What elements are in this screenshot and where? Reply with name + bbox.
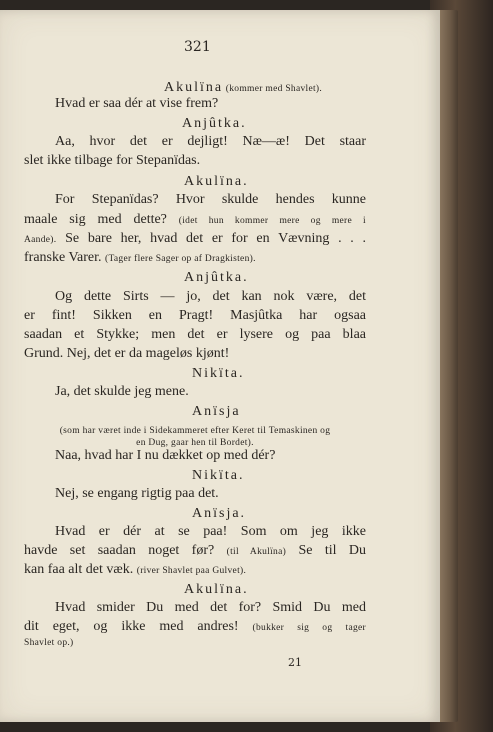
text-line <box>24 632 74 653</box>
book-page <box>0 10 440 722</box>
text-line <box>55 94 218 113</box>
dialogue-text: er fint! Sikken en Pragt! Masjûtka har ogsaa <box>24 308 366 323</box>
speaker-name: Anïsja <box>192 404 241 419</box>
dialogue-text: dit eget, og ikke med andres! <box>24 619 253 634</box>
speaker-name: Anjûtka. <box>182 116 247 131</box>
text-line <box>24 617 366 638</box>
text-line <box>192 402 241 421</box>
printer-signature: 21 <box>288 656 302 669</box>
text-line <box>24 210 366 231</box>
page-number: 321 <box>184 39 211 55</box>
dialogue-text: Og dette Sirts — jo, det kan nok være, det <box>55 289 366 304</box>
speaker-name: Nikïta. <box>192 366 245 381</box>
dialogue-text: havde set saadan noget før? <box>24 543 227 558</box>
text-line <box>192 466 245 485</box>
stage-direction: (kommer med Shavlet). <box>223 84 323 94</box>
dialogue-text: Se til Du <box>286 543 367 558</box>
text-line <box>55 522 366 541</box>
dialogue-text: Nej, se engang rigtig paa det. <box>55 486 219 501</box>
dialogue-text: Ja, det skulde jeg mene. <box>55 384 189 399</box>
text-line <box>55 132 366 151</box>
dialogue-text: Hvad er dér at se paa! Som om jeg ikke <box>55 524 366 539</box>
text-line <box>24 344 229 363</box>
book-spine-edge <box>438 10 458 722</box>
dialogue-text: Aa, hvor det er dejligt! Næ—æ! Det staar <box>55 134 366 149</box>
stage-direction: (som har været inde i Sidekammeret efter Keret til Temaskinen og <box>59 426 331 436</box>
text-line <box>24 229 366 250</box>
speaker-name: Anjûtka. <box>184 270 249 285</box>
stage-direction: Aande). <box>24 235 57 245</box>
dialogue-text: For Stepanïdas? Hvor skulde hendes kunne <box>55 192 366 207</box>
text-line <box>24 151 200 170</box>
dialogue-text: saadan et Stykke; men det er lysere og paa blaa <box>24 327 366 342</box>
stage-direction: (Tager flere Sager op af Dragkisten). <box>105 254 256 264</box>
text-line <box>24 541 366 562</box>
text-line <box>55 190 366 209</box>
text-line <box>55 598 366 617</box>
dialogue-text: maale sig med dette? <box>24 212 179 227</box>
stage-direction: (idet hun kommer mere og mere i <box>178 216 366 226</box>
text-line <box>24 306 366 325</box>
text-line <box>192 364 245 383</box>
dialogue-text: kan faa alt det væk. <box>24 562 137 577</box>
text-line <box>55 382 189 401</box>
text-line <box>192 504 246 523</box>
text-line <box>184 172 249 191</box>
dialogue-text: franske Varer. <box>24 250 105 265</box>
stage-direction: en Dug, gaar hen til Bordet). <box>136 438 254 448</box>
text-line <box>55 446 275 465</box>
text-line <box>184 580 249 599</box>
text-line <box>55 484 219 503</box>
speaker-name: Akulïna. <box>184 174 249 189</box>
stage-direction: (til Akulïna) <box>226 547 287 557</box>
speaker-name: Nikïta. <box>192 468 245 483</box>
dialogue-text: slet ikke tilbage for Stepanïdas. <box>24 153 201 168</box>
dialogue-text: Se bare her, hvad det er for en Vævning . . . <box>56 231 366 246</box>
dialogue-text: Naa, hvad har I nu dækket op med dér? <box>55 448 276 463</box>
text-line <box>184 268 249 287</box>
text-line <box>182 114 247 133</box>
speaker-name: Akulïna <box>164 80 224 95</box>
dialogue-text: Grund. Nej, det er da mageløs kjønt! <box>24 346 230 361</box>
stage-direction: (bukker sig og tager <box>252 623 366 633</box>
text-line <box>55 287 366 306</box>
text-line <box>24 325 366 344</box>
speaker-name: Akulïna. <box>184 582 249 597</box>
text-line <box>24 560 246 581</box>
speaker-name: Anïsja. <box>192 506 247 521</box>
dialogue-text: Hvad smider Du med det for? Smid Du med <box>55 600 366 615</box>
stage-direction: Shavlet op.) <box>24 638 74 648</box>
stage-direction: (river Shavlet paa Gulvet). <box>136 566 247 576</box>
dialogue-text: Hvad er saa dér at vise frem? <box>55 96 219 111</box>
text-line <box>24 248 256 269</box>
